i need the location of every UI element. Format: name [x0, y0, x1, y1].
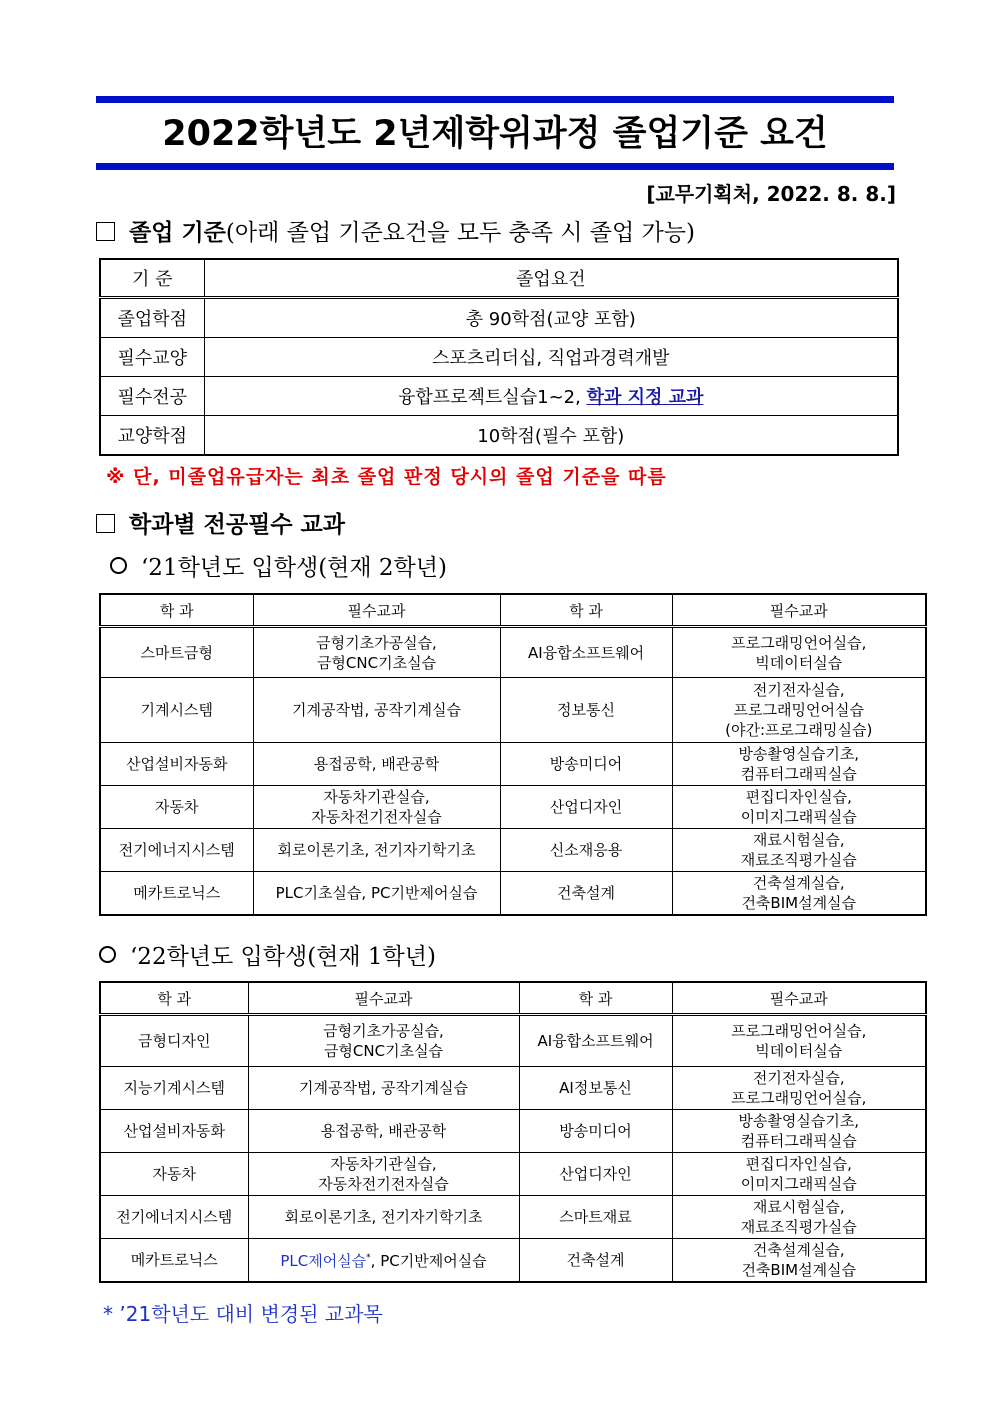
dept-designated-course-link[interactable]: 학과 지정 교과 — [586, 387, 704, 408]
dept-name: 산업디자인 — [519, 1153, 672, 1196]
course-list: 건축설계실습, 건축BIM설계실습 — [672, 1239, 926, 1282]
circle-bullet-icon — [110, 557, 127, 574]
checkbox-square-icon — [96, 222, 115, 241]
header-dept: 학 과 — [100, 982, 248, 1015]
dept-name: AI융합소프트웨어 — [519, 1015, 672, 1067]
dept-name: 스마트금형 — [100, 627, 253, 678]
header-dept: 학 과 — [519, 982, 672, 1015]
table-row — [100, 678, 926, 743]
table-row — [100, 1067, 926, 1110]
criteria-label: 필수전공 — [100, 377, 204, 416]
course-list: 자동차기관실습, 자동차전기전자실습 — [248, 1153, 519, 1196]
table-row — [100, 1015, 926, 1067]
table-row — [100, 377, 898, 416]
table-row — [100, 872, 926, 915]
course-list: 회로이론기초, 전기자기학기초 — [248, 1196, 519, 1239]
course-list: 전기전자실습, 프로그래밍언어실습 (야간:프로그래밍실습) — [672, 678, 926, 743]
course-list — [248, 1239, 519, 1282]
course-list: 회로이론기초, 전기자기학기초 — [253, 829, 500, 872]
course-list: 기계공작법, 공작기계실습 — [248, 1067, 519, 1110]
subheading-2021 — [110, 552, 447, 584]
issuer-date: [교무기획처, 2022. 8. 8.] — [646, 182, 896, 206]
header-courses: 필수교과 — [672, 982, 926, 1015]
subheading-2022-text: ‘22학년도 입학생(현재 1학년) — [130, 944, 436, 970]
section1-heading — [96, 217, 695, 249]
table-row — [100, 829, 926, 872]
table-header-row — [100, 259, 898, 298]
header-courses: 필수교과 — [253, 594, 500, 627]
course-list: 프로그래밍언어실습, 빅데이터실습 — [672, 1015, 926, 1067]
dept-name: 산업설비자동화 — [100, 743, 253, 786]
course-list: 편집디자인실습, 이미지그래픽실습 — [672, 1153, 926, 1196]
header-criteria: 기 준 — [100, 259, 204, 298]
criteria-value — [204, 377, 898, 416]
table-row — [100, 338, 898, 377]
circle-bullet-icon — [99, 946, 116, 963]
criteria-label: 졸업학점 — [100, 298, 204, 338]
dept-name: 메카트로닉스 — [100, 1239, 248, 1282]
criteria-label: 교양학점 — [100, 416, 204, 456]
criteria-value-text: 융합프로젝트실습1~2, — [398, 387, 581, 408]
table-row — [100, 416, 898, 456]
required-courses-table-2022 — [99, 981, 927, 1283]
table-row — [100, 1196, 926, 1239]
title-rule-top — [96, 96, 894, 103]
course-list: 금형기초가공실습, 금형CNC기초실습 — [253, 627, 500, 678]
table-header-row — [100, 594, 926, 627]
subheading-2022 — [99, 941, 436, 973]
table-row — [100, 298, 898, 338]
dept-name: 자동차 — [100, 786, 253, 829]
dept-name: 산업설비자동화 — [100, 1110, 248, 1153]
dept-name: 산업디자인 — [500, 786, 672, 829]
changed-course: PLC제어실습 — [280, 1252, 367, 1271]
section2-heading — [96, 509, 345, 541]
table-row — [100, 627, 926, 678]
dept-name: 전기에너지시스템 — [100, 829, 253, 872]
dept-name: 건축설계 — [519, 1239, 672, 1282]
section2-heading-text: 학과별 전공필수 교과 — [129, 511, 345, 538]
header-courses: 필수교과 — [672, 594, 926, 627]
course-list: 기계공작법, 공작기계실습 — [253, 678, 500, 743]
dept-name: 정보통신 — [500, 678, 672, 743]
graduation-criteria-table — [99, 258, 899, 456]
course-list: PLC기초실습, PC기반제어실습 — [253, 872, 500, 915]
course-list: 편집디자인실습, 이미지그래픽실습 — [672, 786, 926, 829]
table-row — [100, 1239, 926, 1282]
required-courses-table-2021 — [99, 593, 927, 916]
dept-name: 스마트재료 — [519, 1196, 672, 1239]
criteria-value: 스포츠리더십, 직업과경력개발 — [204, 338, 898, 377]
table-row — [100, 1153, 926, 1196]
page-title: 2022학년도 2년제학위과정 졸업기준 요건 — [162, 114, 828, 154]
header-dept: 학 과 — [100, 594, 253, 627]
dept-name: AI융합소프트웨어 — [500, 627, 672, 678]
course-list: 전기전자실습, 프로그래밍언어실습, — [672, 1067, 926, 1110]
table-row — [100, 1110, 926, 1153]
criteria-value: 10학점(필수 포함) — [204, 416, 898, 456]
dept-name: AI정보통신 — [519, 1067, 672, 1110]
course-list: 건축설계실습, 건축BIM설계실습 — [672, 872, 926, 915]
title-rule-bottom — [96, 163, 894, 170]
header-requirement: 졸업요건 — [204, 259, 898, 298]
dept-name: 자동차 — [100, 1153, 248, 1196]
dept-name: 메카트로닉스 — [100, 872, 253, 915]
course-list: 방송촬영실습기초, 컴퓨터그래픽실습 — [672, 1110, 926, 1153]
course-text: , PC기반제어실습 — [370, 1252, 487, 1271]
course-list: 재료시험실습, 재료조직평가실습 — [672, 1196, 926, 1239]
course-list: 재료시험실습, 재료조직평가실습 — [672, 829, 926, 872]
dept-name: 전기에너지시스템 — [100, 1196, 248, 1239]
checkbox-square-icon — [96, 514, 115, 533]
changed-course-footnote: * ’21학년도 대비 변경된 교과목 — [103, 1302, 383, 1326]
section1-heading-rest: (아래 졸업 기준요건을 모두 충족 시 졸업 가능) — [225, 220, 695, 246]
dept-name: 금형디자인 — [100, 1015, 248, 1067]
changed-course-mark: * — [366, 1253, 371, 1264]
course-list: 용접공학, 배관공학 — [248, 1110, 519, 1153]
dept-name: 건축설계 — [500, 872, 672, 915]
dept-name: 지능기계시스템 — [100, 1067, 248, 1110]
course-list: 프로그래밍언어실습, 빅데이터실습 — [672, 627, 926, 678]
criteria-value: 총 90학점(교양 포함) — [204, 298, 898, 338]
course-list: 금형기초가공실습, 금형CNC기초실습 — [248, 1015, 519, 1067]
table-row — [100, 786, 926, 829]
course-list: 자동차기관실습, 자동차전기전자실습 — [253, 786, 500, 829]
course-list: 용접공학, 배관공학 — [253, 743, 500, 786]
dept-name: 방송미디어 — [500, 743, 672, 786]
dept-name: 방송미디어 — [519, 1110, 672, 1153]
table-header-row — [100, 982, 926, 1015]
section1-heading-bold: 졸업 기준 — [129, 219, 226, 246]
course-list: 방송촬영실습기초, 컴퓨터그래픽실습 — [672, 743, 926, 786]
dept-name: 기계시스템 — [100, 678, 253, 743]
subheading-2021-text: ‘21학년도 입학생(현재 2학년) — [141, 555, 447, 581]
header-courses: 필수교과 — [248, 982, 519, 1015]
table-row — [100, 743, 926, 786]
dept-name: 신소재응용 — [500, 829, 672, 872]
repeat-student-note: ※ 단, 미졸업유급자는 최초 졸업 판정 당시의 졸업 기준을 따름 — [106, 466, 667, 488]
header-dept: 학 과 — [500, 594, 672, 627]
criteria-label: 필수교양 — [100, 338, 204, 377]
